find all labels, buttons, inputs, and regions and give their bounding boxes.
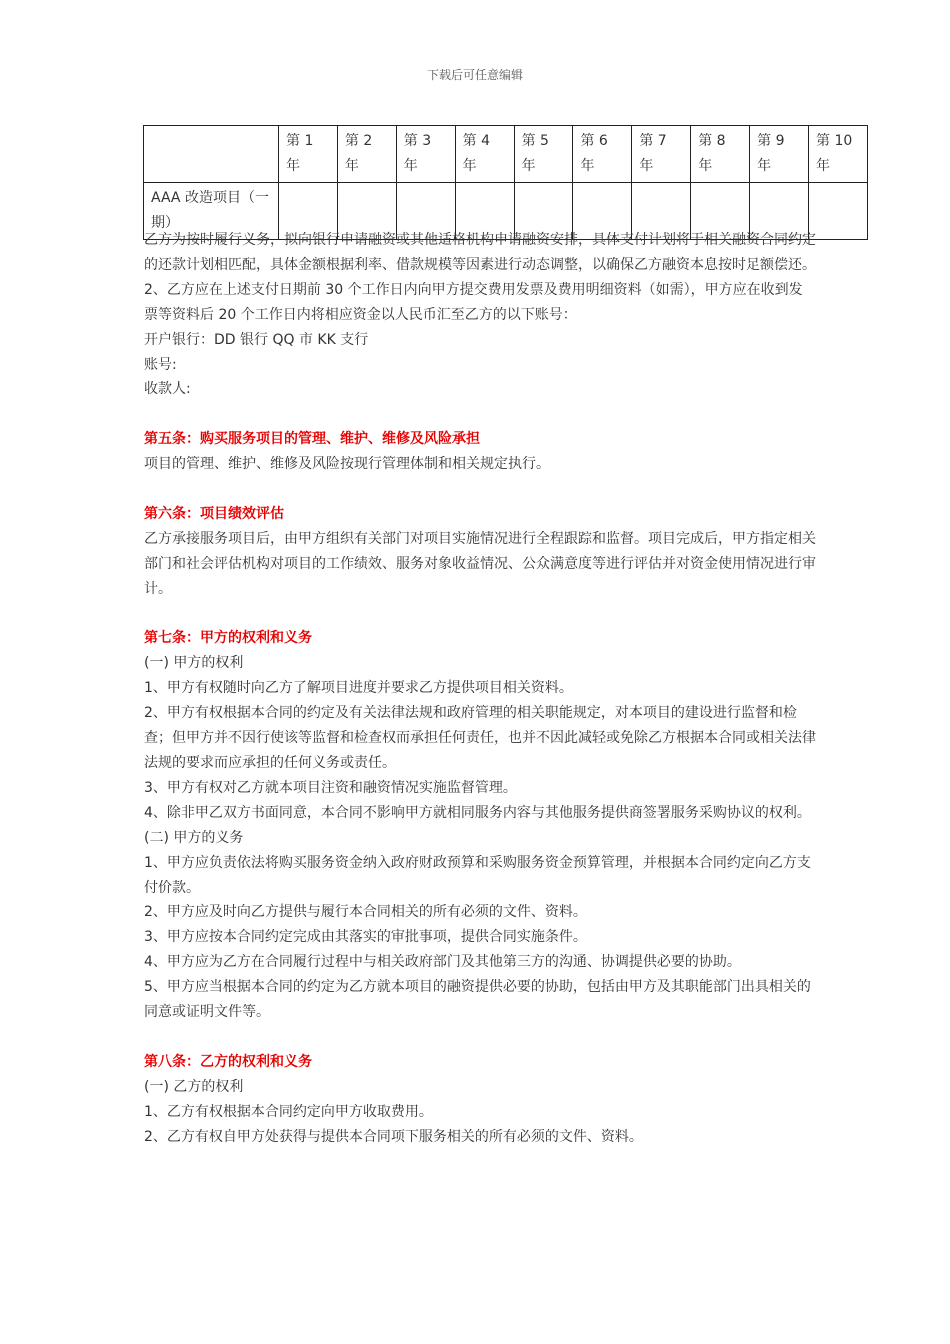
document-body	[144, 228, 816, 1149]
year-header-5: 第 5 年	[514, 126, 573, 183]
article-5-heading: 第五条：购买服务项目的管理、维护、维修及风险承担	[144, 431, 480, 448]
article-6-paragraph: 乙方承接服务项目后，由甲方组织有关部门对项目实施情况进行全程跟踪和监督。项目完成后，甲方指定相关部门和社会评估机构对项目的工作绩效、服务对象收益情况、公众满意度等进行评估并对资金使用情况进行审计。	[144, 530, 816, 597]
list-item: 2、乙方有权自甲方处获得与提供本合同项下服务相关的所有必须的文件、资料。	[144, 1128, 643, 1145]
table-cell	[809, 183, 868, 240]
list-item: 4、甲方应为乙方在合同履行过程中与相关政府部门及其他第三方的沟通、协调提供必要的协助。	[144, 954, 741, 971]
year-header-4: 第 4 年	[455, 126, 514, 183]
article-7-heading: 第七条：甲方的权利和义务	[144, 630, 312, 647]
article-5-paragraph: 项目的管理、维护、维修及风险按现行管理体制和相关规定执行。	[144, 456, 550, 473]
article-8-subheading-rights: (一) 乙方的权利	[144, 1078, 244, 1095]
year-header-3: 第 3 年	[396, 126, 455, 183]
bank-line: 开户银行：DD 银行 QQ 市 KK 支行	[144, 331, 369, 348]
list-item: 2、甲方应及时向乙方提供与履行本合同相关的所有必须的文件、资料。	[144, 904, 587, 921]
year-header-9: 第 9 年	[750, 126, 809, 183]
table-corner-cell	[144, 126, 279, 183]
list-item: 3、甲方应按本合同约定完成由其落实的审批事项，提供合同实施条件。	[144, 929, 587, 946]
project-label-cell: AAA 改造项目（一期）	[144, 183, 279, 240]
page-header: 下载后可任意编辑	[426, 68, 523, 82]
article-8-heading: 第八条：乙方的权利和义务	[144, 1053, 312, 1070]
list-item: 1、甲方应负责依法将购买服务资金纳入政府财政预算和采购服务资金预算管理，并根据本合同约定向乙方支付价款。	[144, 854, 811, 896]
list-item: 5、甲方应当根据本合同的约定为乙方就本项目的融资提供必要的协助，包括由甲方及其职能部门出具相关的同意或证明文件等。	[144, 979, 811, 1021]
list-item: 1、甲方有权随时向乙方了解项目进度并要求乙方提供项目相关资料。	[144, 680, 573, 697]
year-header-1: 第 1 年	[279, 126, 338, 183]
payee-line: 收款人:	[144, 381, 191, 398]
list-item: 1、乙方有权根据本合同约定向甲方收取费用。	[144, 1103, 433, 1120]
payment-schedule-table	[143, 125, 868, 240]
year-header-6: 第 6 年	[573, 126, 632, 183]
year-header-10: 第 10 年	[809, 126, 868, 183]
year-header-7: 第 7 年	[632, 126, 691, 183]
article-7-subheading-duties: (二) 甲方的义务	[144, 829, 244, 846]
list-item: 3、甲方有权对乙方就本项目注资和融资情况实施监督管理。	[144, 779, 517, 796]
financing-paragraph: 乙方为按时履行义务，拟向银行申请融资或其他适格机构申请融资安排，具体支付计划将于相关融资合同约定的还款计划相匹配，具体金额根据利率、借款规模等因素进行动态调整，以确保乙方融资本息按时足额偿还。	[144, 232, 816, 273]
year-header-8: 第 8 年	[691, 126, 750, 183]
list-item: 2、甲方有权根据本合同的约定及有关法律法规和政府管理的相关职能规定，对本项目的建设进行监督和检查；但甲方并不因行使该等监督和检查权而承担任何责任，也并不因此减轻或免除乙方根据本合同或相关法律法规的要求而应承担的任何义务或责任。	[144, 705, 816, 771]
table-header-row	[144, 126, 868, 183]
account-line: 账号:	[144, 356, 177, 373]
payment-terms-paragraph: 2、乙方应在上述支付日期前 30 个工作日内向甲方提交费用发票及费用明细资料（如需），甲方应在收到发票等资料后 20 个工作日内将相应资金以人民币汇至乙方的以下账号：	[144, 281, 803, 323]
year-header-2: 第 2 年	[337, 126, 396, 183]
article-7-subheading-rights: (一) 甲方的权利	[144, 655, 244, 672]
list-item: 4、除非甲乙双方书面同意，本合同不影响甲方就相同服务内容与其他服务提供商签署服务采购协议的权利。	[144, 804, 811, 821]
article-6-heading: 第六条：项目绩效评估	[144, 505, 284, 522]
